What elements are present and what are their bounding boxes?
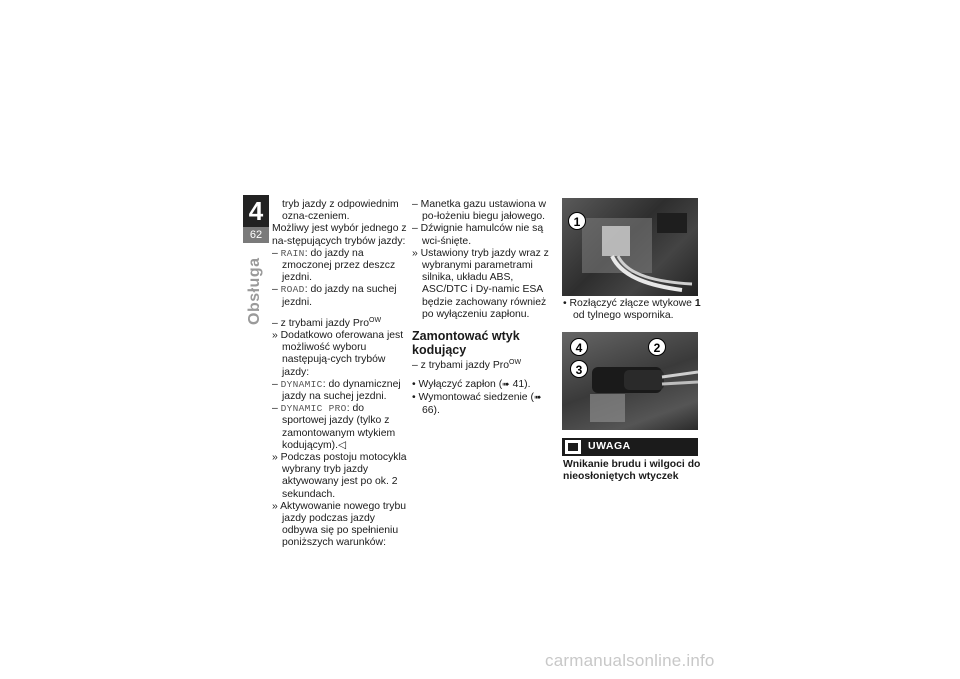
option-code: OW: [369, 316, 382, 324]
warning-banner: [562, 438, 698, 456]
label-1: 1: [568, 212, 586, 230]
warning-title: Wnikanie brudu i wilgoci do nieosłoniętych wtyczek: [563, 459, 701, 483]
list-item: – Dźwignie hamulców nie są wci-śnięte.: [412, 223, 544, 247]
list-item: Możliwy jest wybór jednego z na-stępujących trybów jazdy:: [272, 223, 407, 247]
list-item: – DYNAMIC PRO: do sportowej jazdy (tylko z zamontowanym wtykiem kodującym).◁: [272, 403, 396, 451]
connector-photo-1: [562, 198, 698, 296]
list-item: – z trybami jazdy Pro$^{OW}$: [272, 316, 382, 329]
label-2: 2: [648, 338, 666, 356]
list-item: » Dodatkowo oferowana jest możliwość wyboru następują-cych trybów jazdy:: [272, 330, 404, 378]
watermark: carmanualsonline.info: [545, 651, 715, 670]
mode-name: RAIN: [280, 247, 305, 259]
page-number: 62: [243, 227, 269, 243]
text-column-1: [272, 199, 408, 550]
warning-icon: [565, 440, 581, 454]
list-item: – DYNAMIC: do dynamicznej jazdy na suchej jezdni.: [272, 378, 401, 403]
list-item: » Podczas postoju motocykla wybrany tryb jazdy aktywowany jest po ok. 2 sekundach.: [272, 452, 407, 500]
list-item: » Ustawiony tryb jazdy wraz z wybranymi parametrami silnika, układu ABS, ASC/DTC i Dy-namic ESA będzie zachowany również po wyłączeniu zapłonu.: [412, 247, 549, 320]
mode-name: DYNAMIC: [280, 378, 323, 390]
list-item: tryb jazdy z odpowiednim ozna-czeniem.: [282, 199, 399, 223]
warning-label: UWAGA: [588, 440, 631, 452]
list-item: – Manetka gazu ustawiona w po-łożeniu biegu jałowego.: [412, 199, 547, 223]
mode-name: ROAD: [280, 284, 305, 296]
section-title: Obsługa: [246, 257, 263, 325]
label-3: 3: [570, 360, 588, 378]
mode-name: DYNAMIC PRO: [280, 403, 347, 415]
list-item: • Wymontować siedzenie (➠ 66).: [412, 392, 542, 416]
list-item: • Wyłączyć zapłon (➠ 41).: [412, 379, 531, 391]
section-heading: Zamontować wtyk kodujący: [412, 329, 520, 358]
page-ref-icon: ➠: [533, 392, 542, 403]
option-code: OW: [509, 359, 522, 367]
text-column-3: [563, 298, 701, 322]
label-4: 4: [570, 338, 588, 356]
chapter-number: 4: [248, 196, 264, 226]
list-item: – z trybami jazdy Pro$^{OW}$: [412, 359, 522, 372]
list-item: » Aktywowanie nowego trybu jazdy podczas jazdy odbywa się po spełnieniu poniższych warunków:: [272, 500, 407, 549]
list-item: – ROAD: do jazdy na suchej jezdni.: [272, 284, 397, 308]
list-item: • Rozłączyć złącze wtykowe 1 od tylnego wspornika.: [563, 298, 701, 322]
connector-photo-2: [562, 332, 698, 430]
list-item: – RAIN: do jazdy na zmoczonej przez deszcz jezdni.: [272, 247, 396, 284]
text-column-2: [412, 199, 554, 417]
page-ref-icon: ➠: [502, 379, 510, 390]
connector-photo-1-art: [562, 198, 698, 296]
